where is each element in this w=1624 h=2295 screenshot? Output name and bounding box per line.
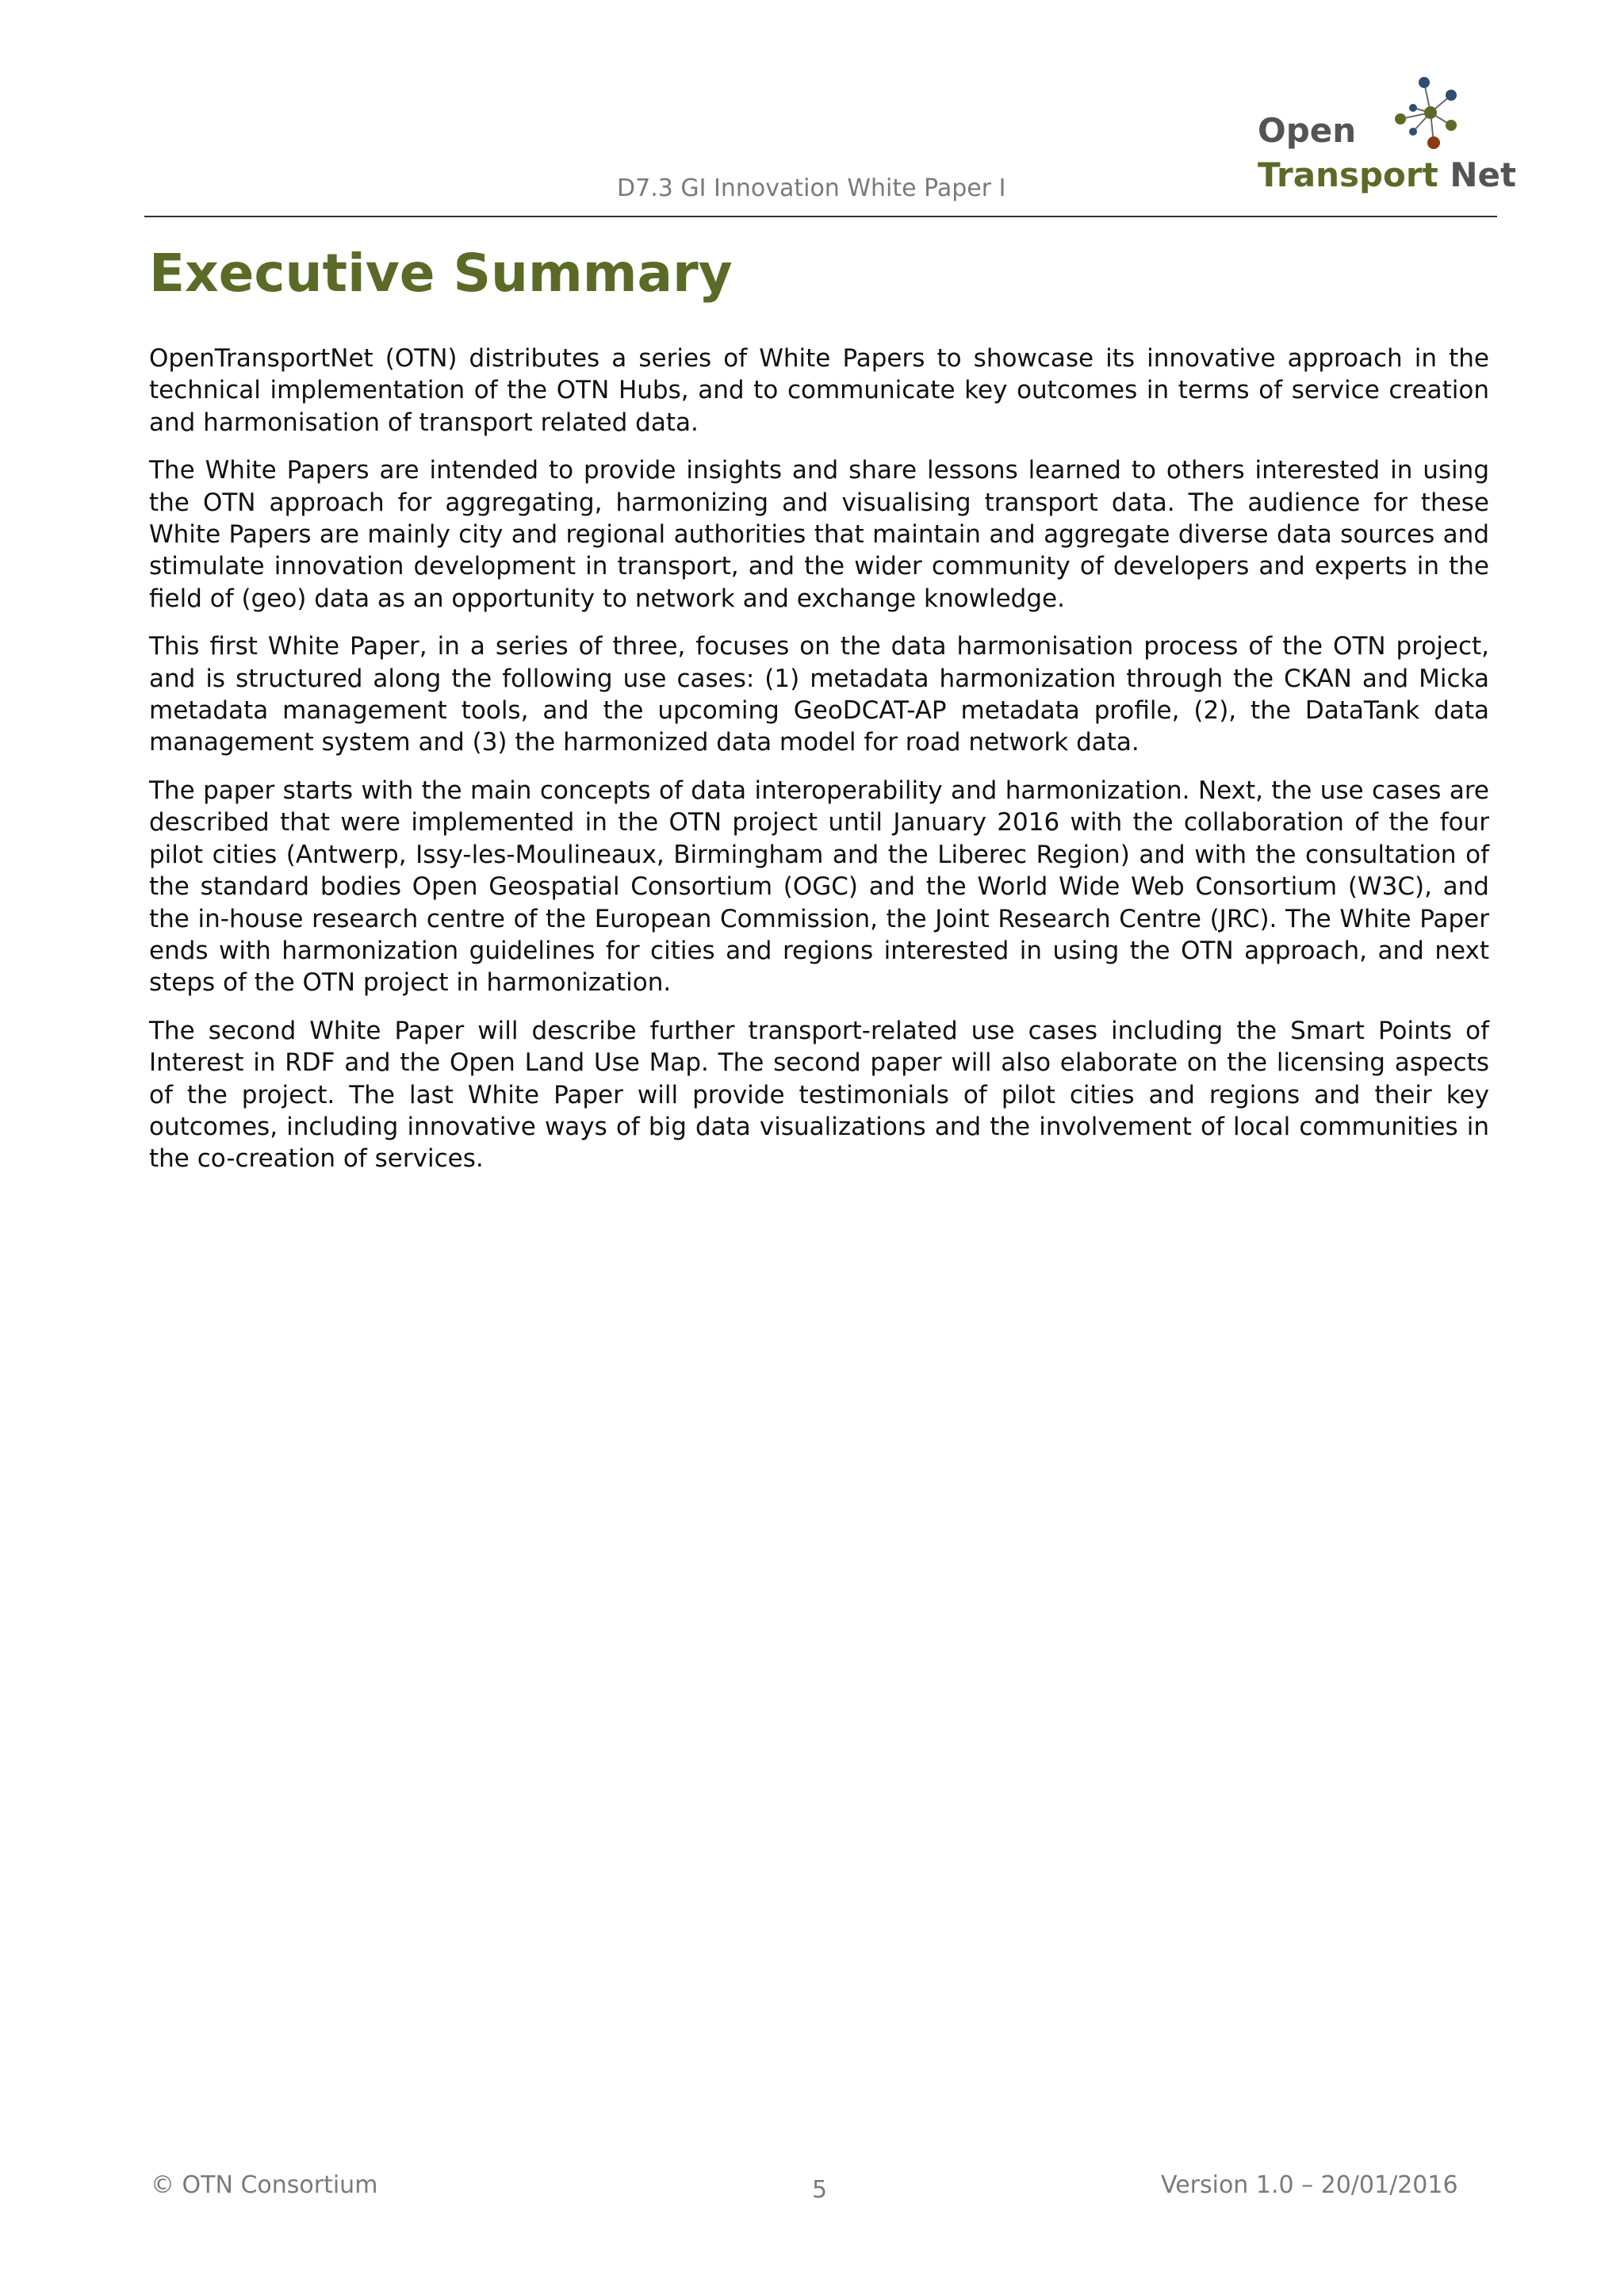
paragraph: The White Papers are intended to provide insights and share lessons learned to others interested in using the OTN approach for aggregating, harmonizing and visualising transport data. The audience for these White Papers are mainly city and regional authorities that maintain and aggregate diverse data sources and stimulate innovation development in transport, and the wider community of developers and experts in the field of (geo) data as an opportunity to network and exchange knowledge. — [149, 456, 1489, 613]
logo-word-net: Net — [1450, 155, 1517, 194]
footer-copyright: © OTN Consortium — [151, 2171, 378, 2199]
executive-summary-body — [149, 343, 1489, 1191]
header-title: D7.3 GI Innovation White Paper I — [617, 174, 1006, 202]
footer-page-number: 5 — [812, 2176, 828, 2204]
logo-word-open: Open — [1258, 111, 1357, 150]
header-divider — [144, 216, 1497, 217]
paragraph: This first White Paper, in a series of three, focuses on the data harmonisation process of the OTN project, and is structured along the following use cases: (1) metadata harmonization through the CKAN and Micka metadata management tools, and the upcoming GeoDCAT-AP metadata profile, (2), the DataTank data management system and (3) the harmonized data model for road network data. — [149, 632, 1489, 757]
logo-line-2 — [1258, 155, 1516, 194]
page-header — [144, 0, 1517, 219]
paragraph: OpenTransportNet (OTN) distributes a series of White Papers to showcase its innovative approach in the technical implementation of the OTN Hubs, and to communicate key outcomes in terms of service creation and harmonisation of transport related data. — [149, 344, 1489, 437]
paragraph: The paper starts with the main concepts of data interoperability and harmonization. Next, the use cases are described that were implemented in the OTN project until January 2016 with the collaboration of the four pilot cities (Antwerp, Issy-les-Moulineaux, Birmingham and the Liberec Region) and with the consultation of the standard bodies Open Geospatial Consortium (OGC) and the World Wide Web Consortium (W3C), and the in-house research centre of the European Commission, the Joint Research Centre (JRC). The White Paper ends with harmonization guidelines for cities and regions interested in using the OTN approach, and next steps of the OTN project in harmonization. — [149, 776, 1489, 998]
footer-version: Version 1.0 – 20/01/2016 — [1161, 2171, 1458, 2199]
logo-word-transport: Transport — [1258, 155, 1438, 194]
network-nodes-icon — [1394, 76, 1481, 159]
open-transport-net-logo — [1239, 76, 1517, 203]
page-title: Executive Summary — [149, 243, 733, 304]
paragraph: The second White Paper will describe further transport-related use cases including the Smart Points of Interest in RDF and the Open Land Use Map. The second paper will also elaborate on the licensing aspects of the project. The last White Paper will provide testimonials of pilot cities and regions and their key outcomes, including innovative ways of big data visualizations and the involvement of local communities in the co-creation of services. — [149, 1016, 1489, 1174]
